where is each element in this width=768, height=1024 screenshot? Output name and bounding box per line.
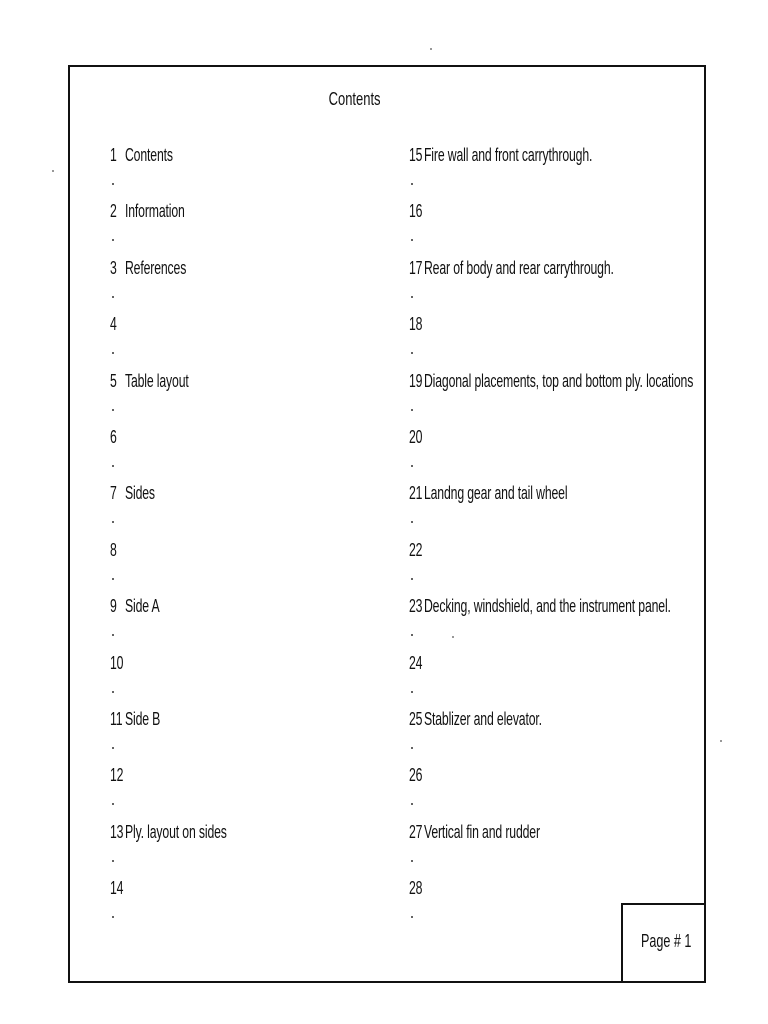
dot-marker <box>411 183 413 185</box>
entry-number: 26 <box>409 765 423 786</box>
left-column <box>110 145 400 934</box>
entry-label: Diagonal placements, top and bottom ply. locations <box>423 370 694 391</box>
entry-number: 15 <box>409 145 423 165</box>
dot-marker <box>112 634 114 636</box>
entry-label: Contents <box>124 145 173 165</box>
dot-marker <box>411 803 413 805</box>
contents-sheet <box>68 65 706 983</box>
page-number: Page # 1 <box>641 931 692 951</box>
list-item <box>110 258 400 314</box>
entry-label: Vertical fin and rudder <box>423 821 540 842</box>
dot-marker <box>411 916 413 918</box>
entry-label: Rear of body and rear carrythrough. <box>423 257 614 278</box>
list-item <box>409 540 699 596</box>
entry-number: 25 <box>409 708 423 729</box>
entry-number: 4 <box>110 314 117 335</box>
scan-speck <box>430 48 432 50</box>
entry-label: Information <box>124 201 185 222</box>
entry-number: 22 <box>409 539 423 560</box>
right-column <box>409 145 699 934</box>
entry-number: 24 <box>409 652 423 673</box>
page-title: Contents <box>328 89 381 109</box>
list-item <box>409 427 699 483</box>
dot-marker <box>411 521 413 523</box>
dot-marker <box>112 465 114 467</box>
entry-number: 16 <box>409 201 423 222</box>
entry-number: 21 <box>409 483 423 504</box>
entry-number: 28 <box>409 878 423 899</box>
list-item <box>409 596 699 652</box>
entry-number: 19 <box>409 370 423 391</box>
scan-speck <box>52 170 54 172</box>
dot-marker <box>112 916 114 918</box>
list-item <box>409 371 699 427</box>
dot-marker <box>411 296 413 298</box>
list-item <box>409 822 699 878</box>
list-item <box>409 145 699 201</box>
entry-number: 13 <box>110 821 124 842</box>
dot-marker <box>112 691 114 693</box>
entry-number: 6 <box>110 426 117 447</box>
dot-marker <box>112 409 114 411</box>
entry-number: 7 <box>110 483 117 504</box>
dot-marker <box>112 860 114 862</box>
entry-label: References <box>124 257 187 278</box>
entry-number: 23 <box>409 596 423 617</box>
list-item <box>110 653 400 709</box>
entry-label: Table layout <box>124 370 189 391</box>
dot-marker <box>411 465 413 467</box>
dot-marker <box>411 747 413 749</box>
dot-marker <box>112 803 114 805</box>
dot-marker <box>411 578 413 580</box>
dot-marker <box>112 747 114 749</box>
dot-marker <box>411 409 413 411</box>
list-item <box>409 709 699 765</box>
dot-marker <box>411 860 413 862</box>
entry-label: Fire wall and front carrythrough. <box>423 145 593 165</box>
entry-label: Sides <box>124 483 155 504</box>
entry-label: Landng gear and tail wheel <box>423 483 568 504</box>
scan-speck <box>452 636 454 638</box>
dot-marker <box>112 183 114 185</box>
entry-number: 11 <box>110 708 123 729</box>
list-item <box>110 371 400 427</box>
scan-speck <box>720 740 722 742</box>
entry-number: 2 <box>110 201 117 222</box>
list-item <box>409 258 699 314</box>
dot-marker <box>112 352 114 354</box>
entry-label: Stablizer and elevator. <box>423 708 542 729</box>
list-item <box>409 483 699 539</box>
list-item <box>110 540 400 596</box>
dot-marker <box>411 691 413 693</box>
list-item <box>110 427 400 483</box>
list-item <box>110 314 400 370</box>
list-item <box>409 653 699 709</box>
dot-marker <box>112 578 114 580</box>
entry-label: Decking, windshield, and the instrument panel. <box>423 596 671 617</box>
entry-number: 14 <box>110 878 124 899</box>
entry-number: 27 <box>409 821 423 842</box>
entry-number: 3 <box>110 257 117 278</box>
list-item <box>110 596 400 652</box>
entry-number: 10 <box>110 652 124 673</box>
dot-marker <box>411 634 413 636</box>
dot-marker <box>112 296 114 298</box>
entry-number: 12 <box>110 765 124 786</box>
entry-number: 8 <box>110 539 117 560</box>
entry-number: 9 <box>110 596 117 617</box>
entry-number: 17 <box>409 257 423 278</box>
entry-number: 20 <box>409 426 423 447</box>
list-item <box>110 878 400 934</box>
entry-label: Ply. layout on sides <box>124 821 227 842</box>
list-item <box>110 822 400 878</box>
entry-number: 5 <box>110 370 117 391</box>
entry-number: 18 <box>409 314 423 335</box>
dot-marker <box>112 521 114 523</box>
dot-marker <box>411 239 413 241</box>
dot-marker <box>411 352 413 354</box>
entry-label: Side B <box>124 708 161 729</box>
list-item <box>110 201 400 257</box>
dot-marker <box>112 239 114 241</box>
page-number-box <box>621 903 706 983</box>
entry-label: Side A <box>124 596 160 617</box>
entry-number: 1 <box>110 145 117 165</box>
list-item <box>409 201 699 257</box>
list-item <box>110 709 400 765</box>
list-item <box>110 765 400 821</box>
list-item <box>110 145 400 201</box>
list-item <box>409 314 699 370</box>
list-item <box>110 483 400 539</box>
list-item <box>409 765 699 821</box>
